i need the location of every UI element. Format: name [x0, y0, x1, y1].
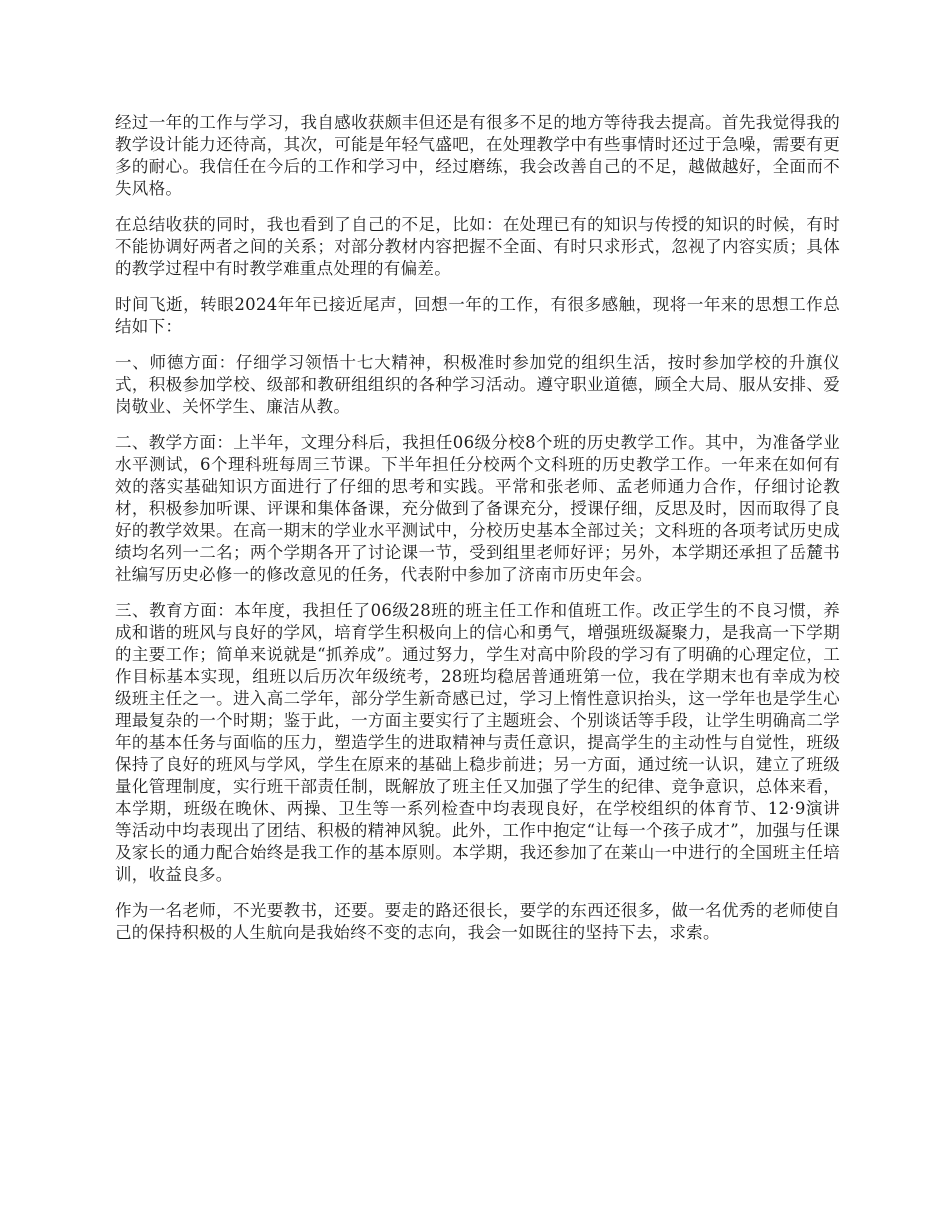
document-body	[115, 112, 840, 958]
paragraph-ethics: 一、师德方面：仔细学习领悟十七大精神，积极准时参加党的组织生活，按时参加学校的升旗仪式，积极参加学校、级部和教研组组织的各种学习活动。遵守职业道德，顾全大局、服从安排、爱岗敬业、关怀学生、廉洁从教。	[115, 353, 840, 416]
paragraph-education: 三、教育方面：本年度，我担任了06级28班的班主任工作和值班工作。改正学生的不良习惯，养成和谐的班风与良好的学风，培育学生积极向上的信心和勇气，增强班级凝聚力，是我高一下学期的主要工作；简单来说就是“抓养成”。通过努力，学生对高中阶段的学习有了明确的心理定位，工作目标基本实现，组班以后历次年级统考，28班均稳居普通班第一位，我在学期末也有幸成为校级班主任之一。进入高二学年，部分学生新奇感已过，学习上惰性意识抬头，这一学年也是学生心理最复杂的一个时期；鉴于此，一方面主要实行了主题班会、个别谈话等手段，让学生明确高二学年的基本任务与面临的压力，塑造学生的进取精神与责任意识，提高学生的主动性与自觉性，班级保持了良好的班风与学风，学生在原来的基础上稳步前进；另一方面，通过统一认识，建立了班级量化管理制度，实行班干部责任制，既解放了班主任又加强了学生的纪律、竞争意识，总体来看，本学期，班级在晚休、两操、卫生等一系列检查中均表现良好，在学校组织的体育节、12·9演讲等活动中均表现出了团结、积极的精神风貌。此外，工作中抱定“让每一个孩子成才”，加强与任课及家长的通力配合始终是我工作的基本原则。本学期，我还参加了在莱山一中进行的全国班主任培训，收益良多。	[115, 601, 840, 884]
paragraph-year-review: 时间飞逝，转眼2024年年已接近尾声，回想一年的工作，有很多感触，现将一年来的思想工作总结如下：	[115, 295, 840, 336]
paragraph-conclusion: 作为一名老师，不光要教书，还要。要走的路还很长，要学的东西还很多，做一名优秀的老师使自己的保持积极的人生航向是我始终不变的志向，我会一如既往的坚持下去，求索。	[115, 901, 840, 942]
paragraph-shortcomings: 在总结收获的同时，我也看到了自己的不足，比如：在处理已有的知识与传授的知识的时候，有时不能协调好两者之间的关系；对部分教材内容把握不全面、有时只求形式，忽视了内容实质；具体的教学过程中有时教学难重点处理的有偏差。	[115, 215, 840, 278]
paragraph-summary-intro: 经过一年的工作与学习，我自感收获颇丰但还是有很多不足的地方等待我去提高。首先我觉得我的教学设计能力还待高，其次，可能是年轻气盛吧，在处理教学中有些事情时还过于急噪，需要有更多的耐心。我信任在今后的工作和学习中，经过磨练，我会改善自己的不足，越做越好，全面而不失风格。	[115, 113, 840, 198]
paragraph-teaching: 二、教学方面：上半年，文理分科后，我担任06级分校8个班的历史教学工作。其中，为准备学业水平测试，6个理科班每周三节课。下半年担任分校两个文科班的历史教学工作。一年来在如何有效的落实基础知识方面进行了仔细的思考和实践。平常和张老师、孟老师通力合作，仔细讨论教材，积极参加听课、评课和集体备课，充分做到了备课充分，授课仔细，反思及时，因而取得了良好的教学效果。在高一期末的学业水平测试中，分校历史基本全部过关；文科班的各项考试历史成绩均名列一二名；两个学期各开了讨论课一节，受到组里老师好评；另外，本学期还承担了岳麓书社编写历史必修一的修改意见的任务，代表附中参加了济南市历史年会。	[115, 433, 840, 584]
